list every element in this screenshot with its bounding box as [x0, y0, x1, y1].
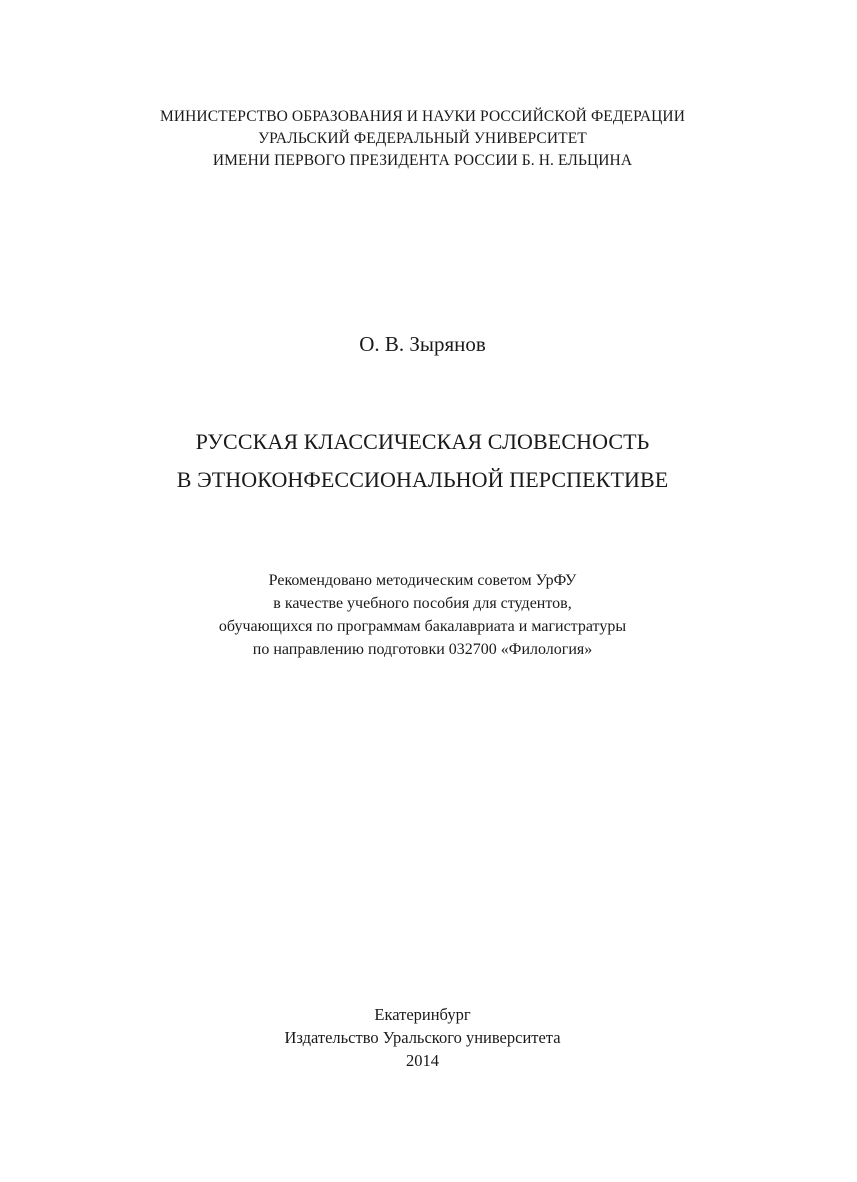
institution-header	[0, 106, 845, 172]
imprint-city: Екатеринбург	[374, 1005, 471, 1024]
recommendation-line-1: Рекомендовано методическим советом УрФУ	[268, 572, 577, 589]
recommendation-line-3: обучающихся по программам бакалавриата и магистратуры	[218, 618, 627, 635]
book-title	[0, 423, 845, 499]
ministry-line: МИНИСТЕРСТВО ОБРАЗОВАНИЯ И НАУКИ РОССИЙСКОЙ ФЕДЕРАЦИИ	[159, 108, 686, 125]
university-line: УРАЛЬСКИЙ ФЕДЕРАЛЬНЫЙ УНИВЕРСИТЕТ	[258, 130, 587, 147]
recommendation-notice	[0, 569, 845, 661]
author-name: О. В. Зырянов	[359, 332, 486, 356]
imprint	[0, 1003, 845, 1072]
university-name-line: ИМЕНИ ПЕРВОГО ПРЕЗИДЕНТА РОССИИ Б. Н. ЕЛЬЦИНА	[212, 152, 633, 169]
title-line-1: РУССКАЯ КЛАССИЧЕСКАЯ СЛОВЕСНОСТЬ	[195, 429, 650, 454]
recommendation-line-2: в качестве учебного пособия для студентов,	[273, 595, 572, 612]
recommendation-line-4: по направлению подготовки 032700 «Филология»	[252, 641, 593, 658]
imprint-publisher: Издательство Уральского университета	[284, 1028, 561, 1047]
imprint-year: 2014	[406, 1051, 439, 1070]
title-line-2: В ЭТНОКОНФЕССИОНАЛЬНОЙ ПЕРСПЕКТИВЕ	[176, 467, 669, 492]
